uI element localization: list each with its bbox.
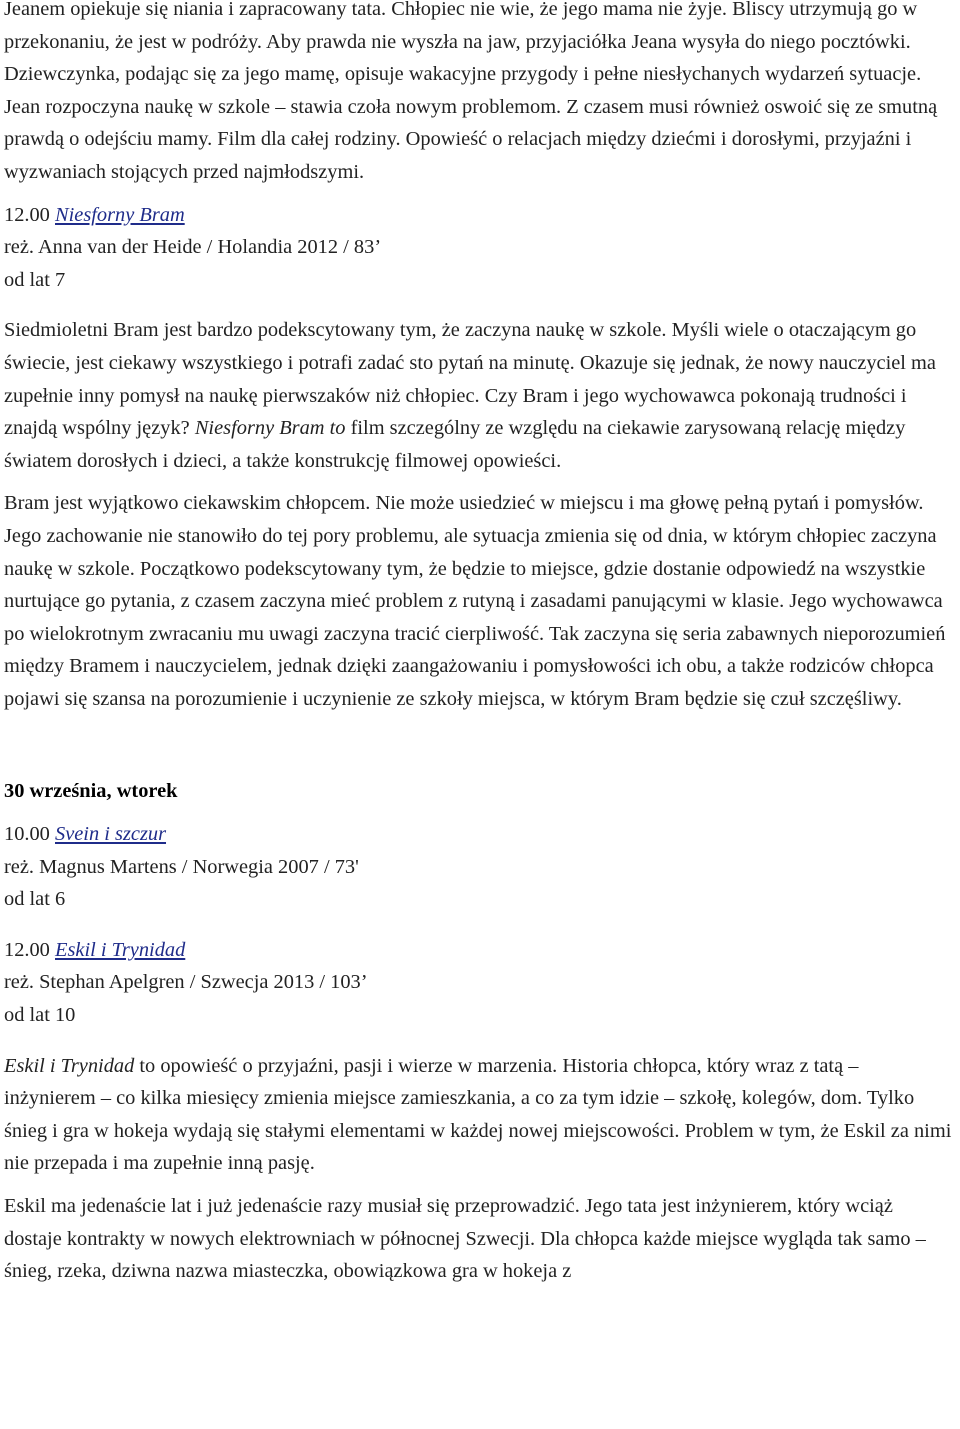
description-italic: Niesforny Bram to bbox=[194, 417, 346, 440]
description-text: film szczególny ze względu na ciekawie zarysowaną relację między światem dorosłych i dzieci, a także konstrukcję filmowej opowieści. bbox=[4, 417, 906, 472]
film-title-link[interactable]: Eskil i Trynidad bbox=[55, 938, 186, 961]
film-director: reż. Stephan Apelgren / Szwecja 2013 / 103’ bbox=[4, 971, 368, 994]
film-age-rating: od lat 10 bbox=[4, 1004, 76, 1027]
screening-time: 12.00 bbox=[4, 938, 50, 961]
film-title-link[interactable]: Niesforny Bram bbox=[55, 203, 185, 226]
film-entry bbox=[4, 934, 952, 1032]
film-entry bbox=[4, 818, 952, 916]
description-text: Siedmioletni Bram jest bardzo podekscytowany tym, że zaczyna naukę w szkole. Myśli wiele o otaczającym go świecie, jest ciekawy wszystkiego i potrafi zadać sto pytań na minutę. Okazuje się jednak, że nowy nauczyciel ma zupełnie inny pomysł na naukę pierwszaków niż chłopiec. Czy Bram i jego wychowawca pokonają trudności i znajdą wspólny język? bbox=[4, 319, 936, 440]
film-director: reż. Magnus Martens / Norwegia 2007 / 73' bbox=[4, 855, 359, 878]
screening-time-line bbox=[4, 818, 952, 851]
film-description bbox=[4, 314, 952, 477]
film-age-rating: od lat 7 bbox=[4, 268, 66, 291]
screening-time: 12.00 bbox=[4, 203, 50, 226]
film-description: Bram jest wyjątkowo ciekawskim chłopcem. Nie może usiedzieć w miejscu i ma głowę pełną pytań i pomysłów. Jego zachowanie nie stanowiło do tej pory problemu, ale sytuacja zmienia się od dnia, w którym chłopiec zaczyna naukę w szkole. Początkowo podekscytowany tym, że będzie to miejsce, gdzie dostanie odpowiedź na wszystkie nurtujące go pytania, z czasem zaczyna mieć problem z rutyną i zasadami panującymi w klasie. Jego wychowawca po wielokrotnym zwracaniu mu uwagi zaczyna tracić cierpliwość. Tak zaczyna się seria zabawnych nieporozumień między Bramem i nauczycielem, jednak dzięki zaangażowaniu i pomysłowości ich obu, a także rodziców chłopca pojawi się szansa na porozumienie i uczynienie ze szkoły miejsca, w którym Bram będzie się czuł szczęśliwy. bbox=[4, 492, 946, 710]
film-age-rating: od lat 6 bbox=[4, 888, 66, 911]
description-italic: Eskil i Trynidad bbox=[4, 1054, 135, 1077]
day-heading: 30 września, wtorek bbox=[4, 780, 178, 803]
screening-time-line bbox=[4, 934, 952, 967]
film-entry bbox=[4, 199, 952, 297]
film-director: reż. Anna van der Heide / Holandia 2012 / 83’ bbox=[4, 236, 382, 259]
description-text: to opowieść o przyjaźni, pasji i wierze w marzenia. Historia chłopca, który wraz z tatą – inżynierem – co kilka miesięcy zmienia miejsce zamieszkania, a co za tym idzie – szkołę, kolegów, dom. Tylko śnieg i gra w hokeja wydają się stałymi elementami w każdej nowej miejscowości. Problem w tym, że Eskil za nimi nie przepada i ma zupełnie inną pasję. bbox=[4, 1054, 952, 1175]
intro-paragraph: Jeanem opiekuje się niania i zapracowany tata. Chłopiec nie wie, że jego mama nie żyje. Bliscy utrzymują go w przekonaniu, że jest w podróży. Aby prawda nie wyszła na jaw, przyjaciółka Jeana wysyła do niego pocztówki. Dziewczynka, podając się za jego mamę, opisuje wakacyjne przygody i pełne niesłychanych wydarzeń sytuacje. Jean rozpoczyna naukę w szkole – stawia czoła nowym problemom. Z czasem musi również oswoić się ze smutną prawdą o odejściu mamy. Film dla całej rodziny. Opowieść o relacjach między dziećmi i dorosłymi, przyjaźni i wyzwaniach stojących przed najmłodszymi. bbox=[4, 0, 938, 183]
film-description: Eskil ma jedenaście lat i już jedenaście razy musiał się przeprowadzić. Jego tata jest inżynierem, który wciąż dostaje kontrakty w nowych elektrowniach w północnej Szwecji. Dla chłopca każde miejsce wygląda tak samo – śnieg, rzeka, dziwna nazwa miasteczka, obowiązkowa gra w hokeja z bbox=[4, 1195, 926, 1283]
film-title-link[interactable]: Svein i szczur bbox=[55, 823, 167, 846]
film-description bbox=[4, 1050, 952, 1180]
screening-time-line bbox=[4, 199, 952, 232]
screening-time: 10.00 bbox=[4, 823, 50, 846]
